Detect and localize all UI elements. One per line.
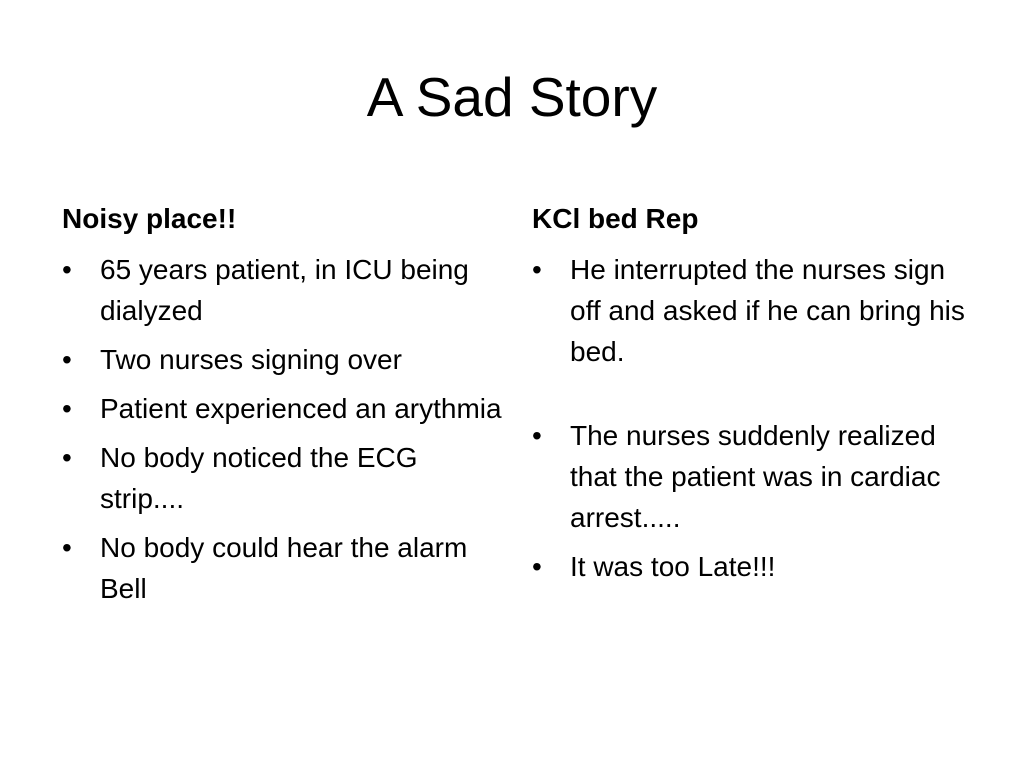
left-column <box>62 199 502 617</box>
left-column-heading: Noisy place!! <box>62 203 237 234</box>
right-column <box>532 199 972 595</box>
bullet-text: Two nurses signing over <box>100 344 402 375</box>
right-bullet-item <box>532 249 972 372</box>
bullet-marker: • <box>532 420 542 451</box>
left-bullet-item <box>62 339 502 380</box>
right-bullet-list <box>532 249 972 587</box>
bullet-marker: • <box>62 254 72 285</box>
bullet-text: The nurses suddenly realized that the patient was in cardiac arrest..... <box>570 420 941 533</box>
bullet-marker: • <box>62 442 72 473</box>
left-bullet-list <box>62 249 502 609</box>
slide-title: A Sad Story <box>366 66 658 128</box>
bullet-text: Patient experienced an arythmia <box>100 393 502 424</box>
right-bullet-item <box>532 415 972 538</box>
bullet-marker: • <box>532 551 542 582</box>
left-bullet-item <box>62 249 502 331</box>
bullet-text: No body noticed the ECG strip.... <box>100 442 418 514</box>
left-bullet-item <box>62 437 502 519</box>
left-bullet-item <box>62 388 502 429</box>
left-bullet-item <box>62 527 502 609</box>
bullet-text: It was too Late!!! <box>570 551 776 582</box>
right-bullet-item <box>532 546 972 587</box>
bullet-text: He interrupted the nurses sign off and asked if he can bring his bed. <box>570 254 965 367</box>
bullet-marker: • <box>532 254 542 285</box>
right-column-heading: KCl bed Rep <box>532 203 699 234</box>
bullet-marker: • <box>62 532 72 563</box>
bullet-marker: • <box>62 393 72 424</box>
bullet-text: No body could hear the alarm Bell <box>100 532 468 604</box>
bullet-text: 65 years patient, in ICU being dialyzed <box>100 254 469 326</box>
bullet-marker: • <box>62 344 72 375</box>
